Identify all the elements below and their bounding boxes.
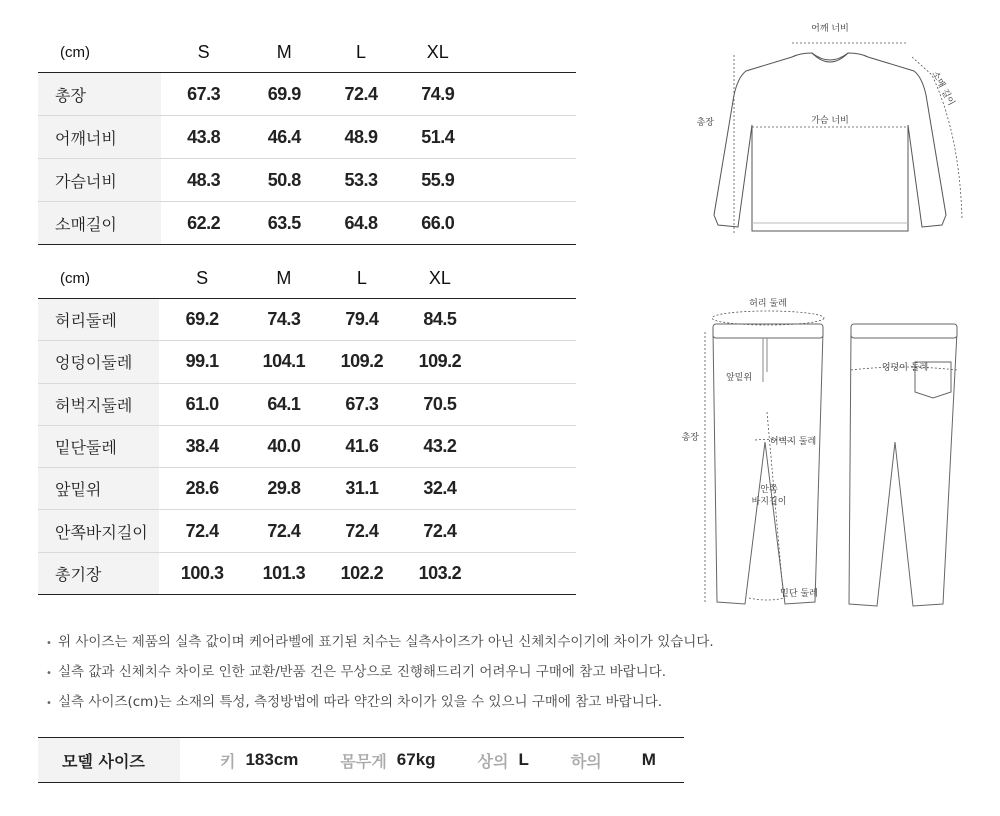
bullet-icon: • xyxy=(46,638,52,649)
height-value: 183cm xyxy=(245,750,299,769)
waist-label: 허리 둘레 xyxy=(749,299,787,309)
cell-value: 48.3 xyxy=(187,169,221,190)
table-row xyxy=(38,425,576,467)
row-label: 앞밑위 xyxy=(38,468,159,510)
cell-value: 104.1 xyxy=(262,351,306,372)
size-header: XL xyxy=(426,41,449,62)
size-header: L xyxy=(355,41,366,62)
cell-value: 72.4 xyxy=(345,520,379,541)
row-label: 소매길이 xyxy=(38,202,161,245)
cell-value: 69.2 xyxy=(185,309,219,330)
bottom-table-header xyxy=(38,258,576,299)
cell-value: 67.3 xyxy=(187,83,221,104)
cell-value: 40.0 xyxy=(267,436,301,457)
top-table-header xyxy=(38,32,576,73)
row-label: 총기장 xyxy=(38,552,159,594)
note-text: 실측 값과 신체치수 차이로 인한 교환/반품 건은 무상으로 진행해드리기 어려우니 구매에 참고 바랍니다. xyxy=(58,664,667,680)
table-row xyxy=(38,202,576,245)
cell-value: 64.8 xyxy=(344,212,378,233)
row-label: 허리둘레 xyxy=(38,299,159,341)
inseam-label: 안쪽 xyxy=(760,485,778,495)
cell-value: 69.9 xyxy=(267,83,301,104)
bottom-size-label: 하의 xyxy=(570,751,602,771)
length-label: 총장 xyxy=(681,433,699,443)
cell-value: 109.2 xyxy=(340,351,384,372)
top-size-table xyxy=(38,32,576,245)
cell-value: 38.4 xyxy=(185,436,219,457)
table-row xyxy=(38,552,576,594)
thigh-label: 허벅지 둘레 xyxy=(769,437,817,447)
length-label: 총장 xyxy=(696,118,714,128)
row-label: 엉덩이둘레 xyxy=(38,341,159,383)
cell-value: 41.6 xyxy=(345,436,379,457)
note-item xyxy=(46,658,714,688)
table-row xyxy=(38,341,576,383)
cell-value: 43.2 xyxy=(423,436,457,457)
chest-label: 가슴 너비 xyxy=(811,116,849,126)
hem-label: 밑단 둘레 xyxy=(780,589,818,599)
height-label: 키 xyxy=(220,751,236,771)
cell-value: 46.4 xyxy=(267,126,301,147)
cell-value: 99.1 xyxy=(185,351,219,372)
table-row xyxy=(38,299,576,341)
table-row xyxy=(38,383,576,425)
front-rise-label: 앞밑위 xyxy=(725,373,753,383)
cell-value: 102.2 xyxy=(340,562,384,583)
size-header: S xyxy=(196,267,209,288)
model-size-bar xyxy=(38,737,684,783)
note-item xyxy=(46,628,714,658)
cell-value: 63.5 xyxy=(267,212,301,233)
weight-label: 몸무게 xyxy=(340,751,387,771)
cell-value: 109.2 xyxy=(418,351,462,372)
front-waistband xyxy=(713,324,823,338)
bullet-icon: • xyxy=(46,698,52,709)
row-label: 허벅지둘레 xyxy=(38,383,159,425)
size-header: M xyxy=(276,267,292,288)
top-size-label: 상의 xyxy=(477,751,509,771)
shoulder-label: 어깨 너비 xyxy=(811,24,849,34)
cell-value: 61.0 xyxy=(185,393,219,414)
row-label: 밑단둘레 xyxy=(38,425,159,467)
cell-value: 74.3 xyxy=(267,309,301,330)
unit-label: (cm) xyxy=(60,269,90,287)
table-row xyxy=(38,73,576,116)
weight-value: 67kg xyxy=(396,750,436,769)
cell-value: 84.5 xyxy=(423,309,457,330)
cell-value: 100.3 xyxy=(180,562,224,583)
shirt-diagram xyxy=(696,15,970,245)
row-label: 총장 xyxy=(38,73,161,116)
cell-value: 50.8 xyxy=(267,169,301,190)
bottom-size-table xyxy=(38,258,576,595)
back-waistband xyxy=(851,324,957,338)
note-item xyxy=(46,688,714,718)
cell-value: 48.9 xyxy=(344,126,378,147)
notes xyxy=(46,628,714,718)
cell-value: 67.3 xyxy=(345,393,379,414)
cell-value: 72.4 xyxy=(344,83,378,104)
cell-value: 53.3 xyxy=(344,169,378,190)
row-label: 안쪽바지길이 xyxy=(38,510,159,552)
bullet-icon: • xyxy=(46,668,52,679)
cell-value: 66.0 xyxy=(421,212,455,233)
back-pants-outline xyxy=(849,332,957,606)
cell-value: 62.2 xyxy=(187,212,221,233)
cell-value: 55.9 xyxy=(421,169,455,190)
inseam-label: 바지길이 xyxy=(751,497,787,507)
row-label: 가슴너비 xyxy=(38,159,161,202)
note-text: 위 사이즈는 제품의 실측 값이며 케어라벨에 표기된 치수는 실측사이즈가 아닌 신체치수이기에 차이가 있습니다. xyxy=(58,634,714,650)
cell-value: 28.6 xyxy=(185,478,219,499)
table-row xyxy=(38,468,576,510)
pants-diagram xyxy=(675,292,965,612)
note-text: 실측 사이즈(cm)는 소재의 특성, 측정방법에 따라 약간의 차이가 있을 수 있으니 구매에 참고 바랍니다. xyxy=(58,694,663,710)
size-header: M xyxy=(276,41,292,62)
cell-value: 51.4 xyxy=(421,126,455,147)
cell-value: 32.4 xyxy=(423,478,457,499)
cell-value: 43.8 xyxy=(187,126,221,147)
table-row xyxy=(38,159,576,202)
size-header: S xyxy=(197,41,210,62)
row-label: 어깨너비 xyxy=(38,116,161,159)
bottom-size-value: M xyxy=(641,750,656,769)
unit-label: (cm) xyxy=(60,43,90,61)
top-size-value: L xyxy=(518,750,529,769)
hip-label: 엉덩이 둘레 xyxy=(881,363,929,373)
cell-value: 72.4 xyxy=(267,520,301,541)
table-row xyxy=(38,510,576,552)
cell-value: 101.3 xyxy=(262,562,306,583)
table-row xyxy=(38,116,576,159)
shirt-outline xyxy=(714,53,946,231)
size-header: XL xyxy=(428,267,451,288)
sleeve-label: 소매 길이 xyxy=(929,69,956,108)
cell-value: 79.4 xyxy=(345,309,379,330)
cell-value: 72.4 xyxy=(185,520,219,541)
cell-value: 74.9 xyxy=(421,83,455,104)
cell-value: 103.2 xyxy=(418,562,462,583)
cell-value: 31.1 xyxy=(345,478,379,499)
cell-value: 70.5 xyxy=(423,393,457,414)
cell-value: 72.4 xyxy=(423,520,457,541)
cell-value: 29.8 xyxy=(267,478,301,499)
waist-measure-line xyxy=(712,311,824,325)
model-size-title: 모델 사이즈 xyxy=(38,738,180,782)
size-header: L xyxy=(356,267,367,288)
cell-value: 64.1 xyxy=(267,393,301,414)
